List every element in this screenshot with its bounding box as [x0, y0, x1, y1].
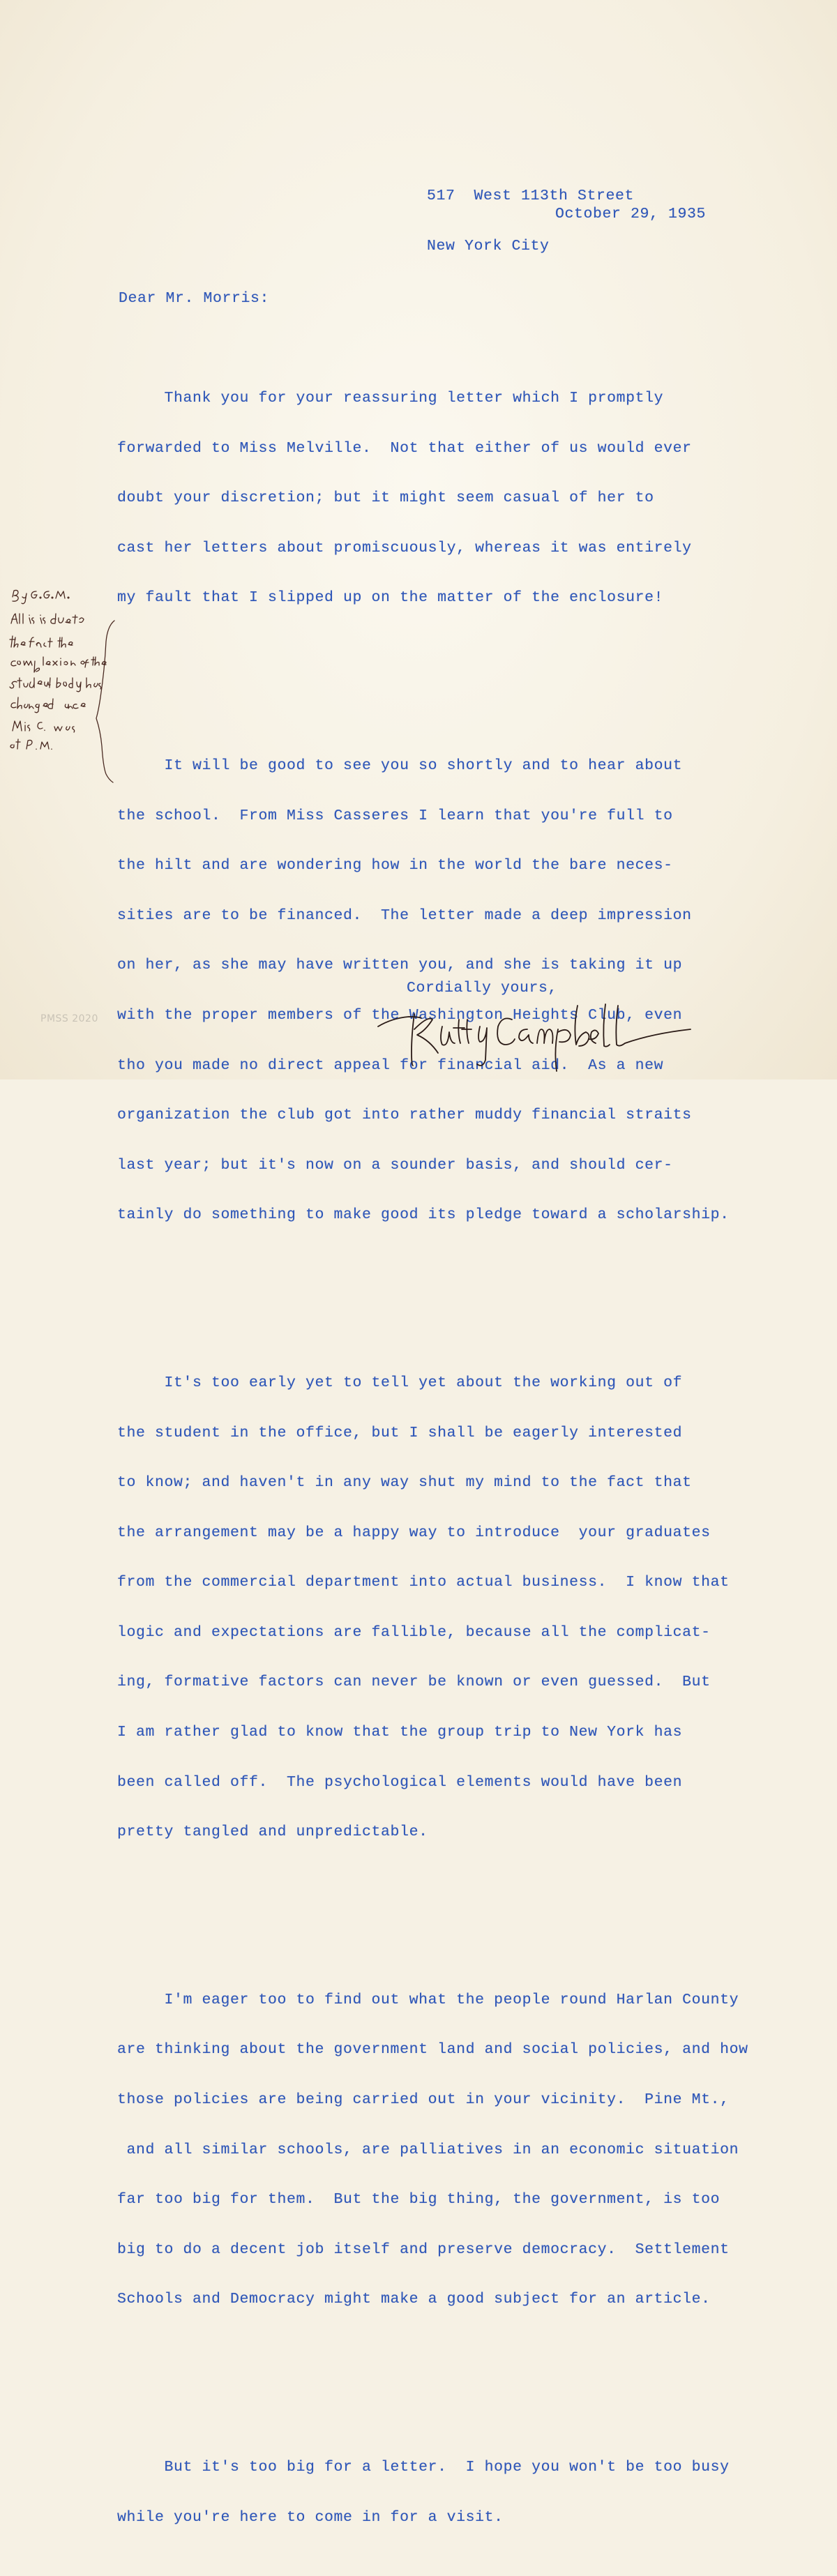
body-line: are thinking about the government land and social policies, and how [117, 2041, 748, 2059]
letter-date: October 29, 1935 [555, 206, 707, 222]
body-line: I'm eager too to find out what the people round Harlan County [117, 1991, 739, 2008]
paragraph-1 [117, 357, 748, 640]
closing: Cordially yours, [407, 980, 558, 997]
body-line: with the proper members of the Washington Heights Club, even [117, 1006, 683, 1024]
body-line: logic and expectations are fallible, because all the complicat- [117, 1623, 711, 1641]
paragraph-4 [117, 1959, 748, 2342]
body-line: ing, formative factors can never be known or even guessed. But [117, 1674, 711, 1691]
body-line: the school. From Miss Casseres I learn that you're full to [117, 807, 673, 824]
address-line-city: New York City [427, 237, 550, 255]
body-line: It's too early yet to tell yet about the working out of [117, 1374, 683, 1391]
body-line: last year; but it's now on a sounder basis, and should cer- [117, 1156, 673, 1174]
body-line: forwarded to Miss Melville. Not that either of us would ever [117, 439, 692, 457]
body-line: doubt your discretion; but it might seem casual of her to [117, 490, 654, 507]
body-line: cast her letters about promiscuously, whereas it was entirely [117, 539, 692, 556]
body-line: tho you made no direct appeal for financial aid. As a new [117, 1056, 664, 1074]
handwritten-margin-note [8, 587, 120, 789]
archive-watermark: PMSS 2020 [40, 1013, 98, 1024]
body-line: sities are to be financed. The letter made a deep impression [117, 907, 692, 924]
paragraph-3 [117, 1342, 748, 1874]
body-line: to know; and haven't in any way shut my mind to the fact that [117, 1474, 692, 1492]
body-line: been called off. The psychological elements would have been [117, 1773, 683, 1791]
body-line: organization the club got into rather muddy financial straits [117, 1107, 692, 1124]
body-line: on her, as she may have written you, and she is taking it up [117, 957, 683, 974]
body-line: But it's too big for a letter. I hope you won't be too busy [117, 2459, 730, 2476]
body-line: those policies are being carried out in your vicinity. Pine Mt., [117, 2091, 730, 2109]
body-line: far too big for them. But the big thing, the government, is too [117, 2191, 721, 2208]
body-line: pretty tangled and unpredictable. [117, 1824, 428, 1841]
signature [375, 999, 696, 1075]
address-line-street: 517 West 113th Street [427, 188, 635, 204]
salutation: Dear Mr. Morris: [119, 290, 270, 307]
body-line: big to do a decent job itself and preserve democracy. Settlement [117, 2241, 730, 2258]
body-line: the arrangement may be a happy way to introduce your graduates [117, 1524, 711, 1541]
body-line: Thank you for your reassuring letter which I promptly [117, 390, 664, 407]
paragraph-5 [117, 2426, 748, 2559]
body-line: while you're here to come in for a visit. [117, 2508, 504, 2526]
body-line: Schools and Democracy might make a good subject for an article. [117, 2291, 711, 2308]
body-line: It will be good to see you so shortly and to hear about [117, 757, 683, 774]
body-line: I am rather glad to know that the group trip to New York has [117, 1724, 683, 1741]
body-line: and all similar schools, are palliatives in an economic situation [117, 2141, 739, 2158]
body-line: the student in the office, but I shall be eagerly interested [117, 1424, 683, 1441]
letter-body [117, 324, 748, 2576]
body-line: the hilt and are wondering how in the world the bare neces- [117, 857, 673, 874]
body-line: from the commercial department into actual business. I know that [117, 1574, 730, 1591]
body-line: my fault that I slipped up on the matter of the enclosure! [117, 589, 664, 607]
body-line: tainly do something to make good its pledge toward a scholarship. [117, 1206, 730, 1224]
